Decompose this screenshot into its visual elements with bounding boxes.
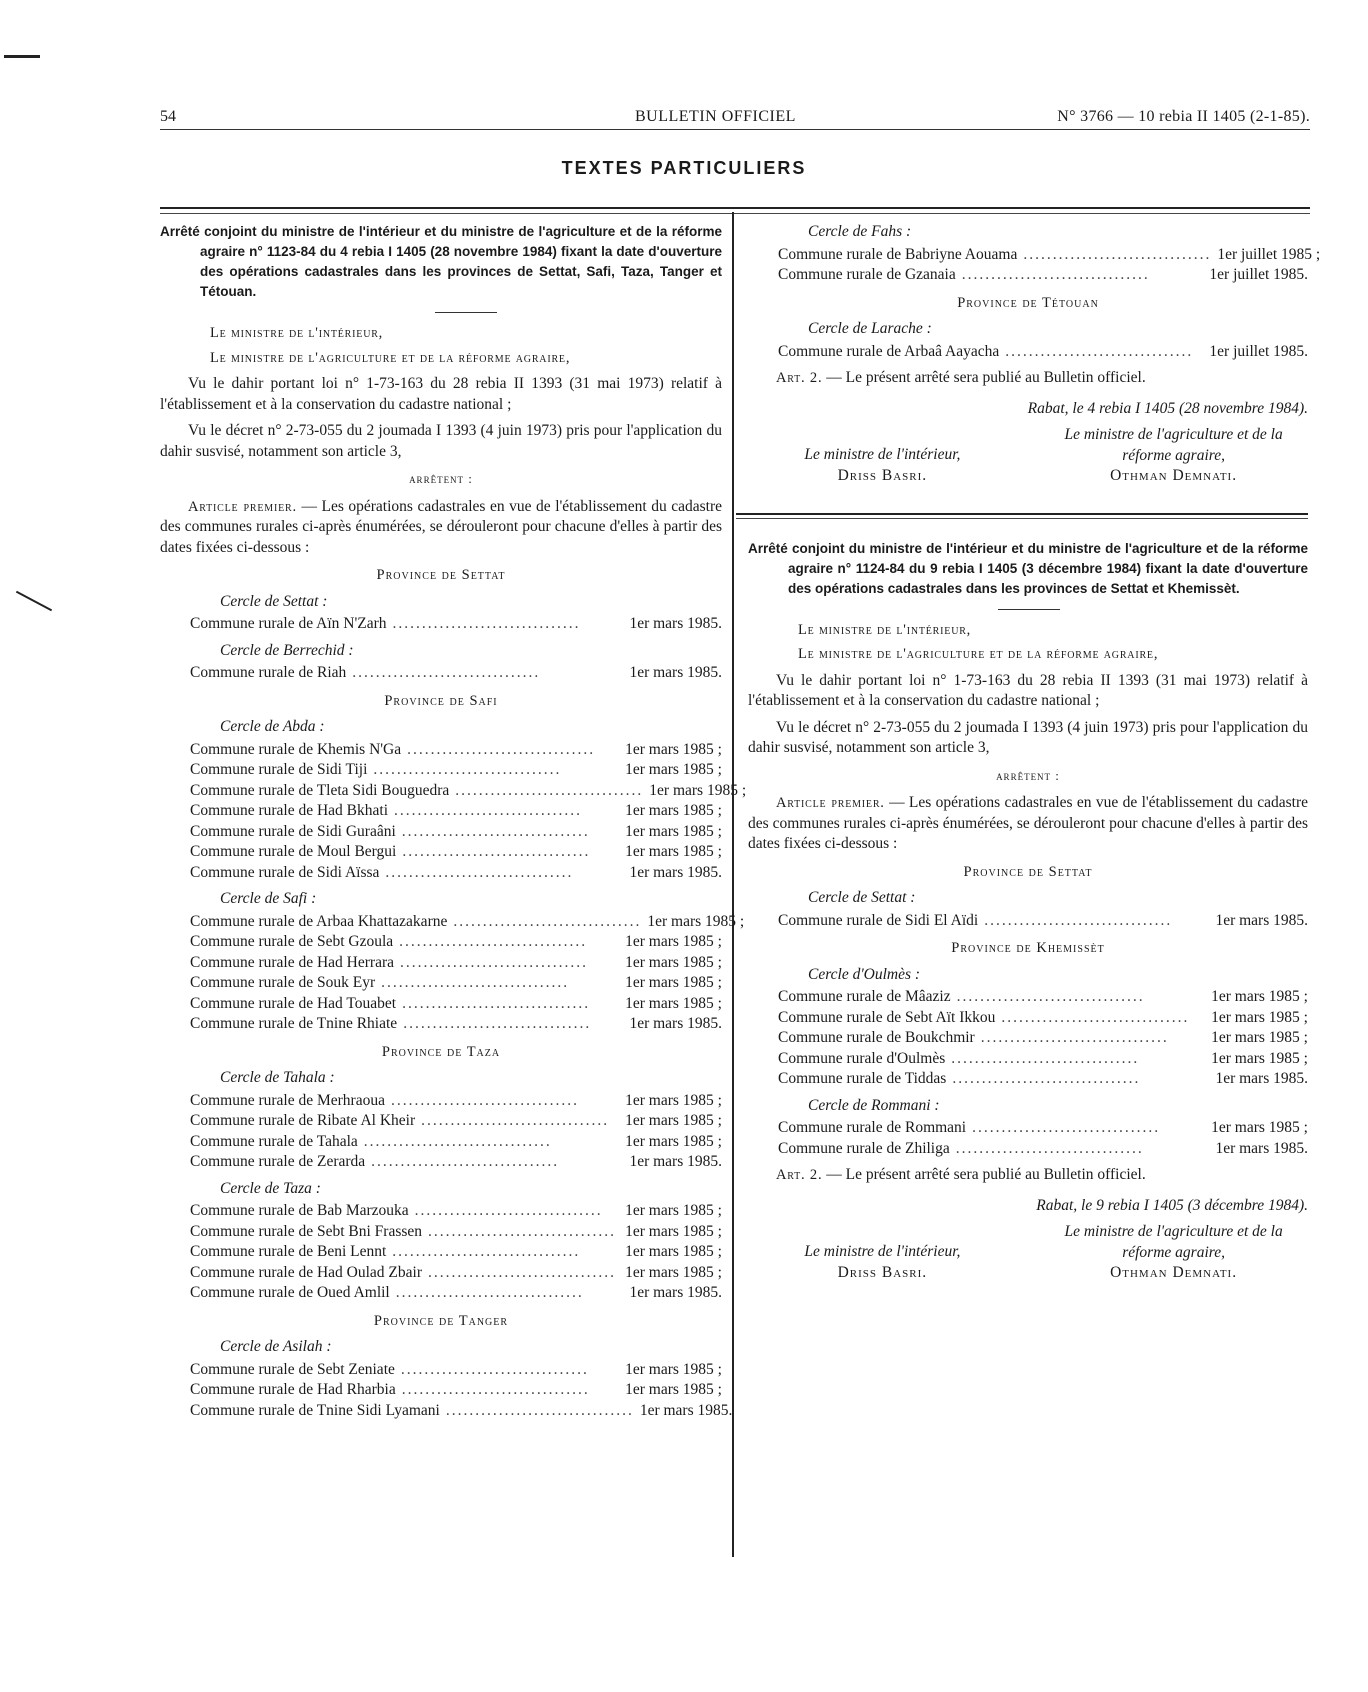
signature-block: Le ministre de l'intérieur, Le ministre de l'agriculture et de la réforme agraire, bbox=[804, 426, 1283, 464]
column-divider bbox=[732, 212, 734, 1557]
article-2: Art. 2. — Le présent arrêté sera publié au Bulletin officiel. bbox=[776, 369, 1146, 386]
signature-date: Rabat, le 4 rebia I 1405 (28 novembre 1984). bbox=[1027, 399, 1308, 417]
cercle-heading: Cercle de Taza : bbox=[220, 1179, 321, 1197]
article-1: Article premier. — Les opérations cadastrales en vue de l'établissement du cadastre des communes rurales ci-après énumérées, se dérouleront pour chacune d'elles à partir des dates fixées ci-dessous : bbox=[160, 497, 722, 556]
list-item: Commune rurale d'Oulmès ................................ 1er mars 1985 ; bbox=[778, 1049, 1308, 1067]
page-number: 54 bbox=[160, 108, 176, 125]
list-item: Commune rurale de Moul Bergui ................................ 1er mars 1985 ; bbox=[190, 843, 722, 860]
list-item: Commune rurale de Had Touabet ................................ 1er mars 1985 ; bbox=[190, 994, 722, 1012]
province-heading: Province de Khemissèt bbox=[951, 940, 1105, 956]
cercle-heading: Cercle de Settat : bbox=[220, 592, 328, 610]
list-item: Commune rurale de Tiddas ................................ 1er mars 1985. bbox=[778, 1070, 1308, 1087]
vu-paragraph: Vu le dahir portant loi n° 1-73-163 du 28 rebia II 1393 (31 mai 1973) relatif à l'établissement et à la conservation du cadastre national ; bbox=[160, 375, 722, 413]
minister-line: Le ministre de l'intérieur, bbox=[210, 325, 384, 341]
list-item: Commune rurale de Boukchmir ................................ 1er mars 1985 ; bbox=[778, 1029, 1308, 1046]
list-item: Commune rurale de Khemis N'Ga ................................ 1er mars 1985 ; bbox=[190, 740, 722, 758]
list-item: Commune rurale de Tleta Sidi Bouguedra ................................ 1er mars 1985 ; bbox=[190, 781, 747, 799]
left-column bbox=[160, 222, 747, 1421]
list-item: Commune rurale de Beni Lennt ................................ 1er mars 1985 ; bbox=[190, 1243, 722, 1260]
cercle-heading: Cercle de Tahala : bbox=[220, 1069, 335, 1086]
minister-line: Le ministre de l'agriculture et de la réforme agraire, bbox=[798, 646, 1159, 662]
article-1: Article premier. — Les opérations cadastrales en vue de l'établissement du cadastre des communes rurales ci-après énumérées, se dérouleront pour chacune d'elles à partir des dates fixées ci-dessous : bbox=[748, 794, 1308, 852]
signature-block: Le ministre de l'intérieur, Le ministre de l'agriculture et de la réforme agraire, bbox=[804, 1223, 1283, 1261]
vu-paragraph: Vu le décret n° 2-73-055 du 2 joumada I 1393 (4 juin 1973) pris pour l'application du dahir susvisé, notamment son article 3, bbox=[748, 718, 1308, 756]
signatory-names: Driss Basri. Othman Demnati. bbox=[837, 467, 1238, 484]
list-item: Commune rurale de Ribate Al Kheir ................................ 1er mars 1985 ; bbox=[190, 1112, 722, 1129]
commune-list bbox=[778, 342, 1308, 363]
list-item: Commune rurale de Sebt Zeniate ................................ 1er mars 1985 ; bbox=[190, 1360, 722, 1378]
list-item: Commune rurale de Arbaâ Aayacha ................................ 1er juillet 1985. bbox=[778, 342, 1308, 360]
list-item: Commune rurale de Zerarda ................................ 1er mars 1985. bbox=[190, 1153, 722, 1170]
cercle-heading: Cercle de Larache : bbox=[808, 320, 932, 337]
vu-paragraph: Vu le dahir portant loi n° 1-73-163 du 28 rebia II 1393 (31 mai 1973) relatif à l'établissement et à la conservation du cadastre national ; bbox=[748, 671, 1308, 709]
cercle-heading: Cercle d'Oulmès : bbox=[808, 965, 921, 983]
cercle-heading: Cercle de Berrechid : bbox=[220, 641, 354, 659]
list-item: Commune rurale de Souk Eyr ................................ 1er mars 1985 ; bbox=[190, 974, 722, 991]
list-item: Commune rurale de Had Rharbia ................................ 1er mars 1985 ; bbox=[190, 1381, 722, 1398]
commune-list bbox=[190, 614, 722, 635]
province-heading: Province de Taza bbox=[381, 1043, 501, 1060]
arretent-label: arrêtent : bbox=[409, 471, 473, 486]
province-heading: Province de Tétouan bbox=[957, 294, 1099, 311]
minister-line: Le ministre de l'intérieur, bbox=[798, 621, 972, 638]
signature-date: Rabat, le 9 rebia I 1405 (3 décembre 1984). bbox=[1036, 1196, 1308, 1214]
section-rule bbox=[160, 207, 1310, 214]
commune-list bbox=[778, 1118, 1308, 1159]
list-item: Commune rurale de Had Herrara ................................ 1er mars 1985 ; bbox=[190, 953, 722, 971]
cercle-heading: Cercle de Abda : bbox=[220, 718, 325, 735]
list-item: Commune rurale de Tnine Rhiate ................................ 1er mars 1985. bbox=[190, 1015, 722, 1032]
list-item: Commune rurale de Sebt Gzoula ................................ 1er mars 1985 ; bbox=[190, 933, 722, 950]
list-item: Commune rurale de Bab Marzouka ................................ 1er mars 1985 ; bbox=[190, 1202, 722, 1219]
list-item: Commune rurale de Mâaziz ................................ 1er mars 1985 ; bbox=[778, 988, 1308, 1005]
cercle-heading: Cercle de Asilah : bbox=[220, 1338, 332, 1355]
province-heading: Province de Settat bbox=[376, 567, 506, 583]
list-item: Commune rurale de Sidi Aïssa ................................ 1er mars 1985. bbox=[190, 863, 722, 881]
province-heading: Province de Settat bbox=[963, 863, 1093, 880]
scan-mark bbox=[4, 55, 40, 58]
cercle-heading: Cercle de Settat : bbox=[808, 889, 916, 906]
list-item: Commune rurale de Merhraoua ................................ 1er mars 1985 ; bbox=[190, 1091, 722, 1109]
scan-mark bbox=[16, 591, 52, 612]
header-rule bbox=[160, 129, 1310, 130]
province-heading: Province de Tanger bbox=[373, 1312, 509, 1329]
commune-list bbox=[190, 912, 745, 1035]
commune-list bbox=[190, 1360, 733, 1422]
divider bbox=[435, 312, 497, 313]
commune-list bbox=[190, 663, 722, 684]
list-item: Commune rurale de Arbaa Khattazakarne ................................ 1er mars 1985 ; bbox=[190, 912, 745, 930]
list-item: Commune rurale de Babriyne Aouama ................................ 1er juillet 1985 ; bbox=[778, 245, 1321, 263]
article-2: Art. 2. — Le présent arrêté sera publié au Bulletin officiel. bbox=[776, 1166, 1146, 1183]
list-item: Commune rurale de Tahala ................................ 1er mars 1985 ; bbox=[190, 1132, 722, 1150]
commune-list bbox=[778, 245, 1321, 286]
right-column bbox=[748, 222, 1321, 1284]
list-item: Commune rurale de Rommani ................................ 1er mars 1985 ; bbox=[778, 1119, 1308, 1136]
list-item: Commune rurale de Had Bkhati ................................ 1er mars 1985 ; bbox=[190, 802, 722, 819]
decree-heading: Arrêté conjoint du ministre de l'intérieur et du ministre de l'agriculture et de la réforme agraire n° 1124-84 du 9 rebia I 1405 (3 décembre 1984) fixant la date d'ouverture des opérations cadastrales dans les provinces de Settat et Khemissèt. bbox=[748, 540, 1308, 596]
bulletin-title: BULLETIN OFFICIEL bbox=[635, 108, 796, 125]
list-item: Commune rurale de Oued Amlil ................................ 1er mars 1985. bbox=[190, 1284, 722, 1301]
minister-line: Le ministre de l'agriculture et de la réforme agraire, bbox=[210, 349, 571, 366]
commune-list bbox=[190, 1091, 722, 1173]
commune-list bbox=[190, 1201, 722, 1304]
cercle-heading: Cercle de Fahs : bbox=[808, 223, 912, 240]
list-item: Commune rurale de Tnine Sidi Lyamani ................................ 1er mars 1985. bbox=[190, 1401, 733, 1419]
commune-list bbox=[778, 987, 1308, 1090]
decree-heading: Arrêté conjoint du ministre de l'intérieur et du ministre de l'agriculture et de la réforme agraire n° 1123-84 du 4 rebia I 1405 (28 novembre 1984) fixant la date d'ouverture des opérations cadastrales dans les provinces de Settat, Safi, Taza, Tanger et Tétouan. bbox=[160, 224, 722, 299]
list-item: Commune rurale de Riah ................................ 1er mars 1985. bbox=[190, 664, 722, 681]
cercle-heading: Cercle de Safi : bbox=[220, 890, 317, 907]
province-heading: Province de Safi bbox=[384, 692, 498, 709]
decree-separator bbox=[736, 513, 1308, 519]
divider bbox=[998, 609, 1060, 610]
list-item: Commune rurale de Zhiliga ................................ 1er mars 1985. bbox=[778, 1139, 1308, 1157]
list-item: Commune rurale de Sidi Guraâni ................................ 1er mars 1985 ; bbox=[190, 822, 722, 840]
list-item: Commune rurale de Sidi El Aïdi ................................ 1er mars 1985. bbox=[778, 911, 1308, 929]
list-item: Commune rurale de Sidi Tiji ................................ 1er mars 1985 ; bbox=[190, 761, 722, 778]
cercle-heading: Cercle de Rommani : bbox=[808, 1096, 940, 1114]
issue-info: N° 3766 — 10 rebia II 1405 (2-1-85). bbox=[1057, 108, 1310, 125]
page-header bbox=[160, 108, 1310, 130]
arretent-label: arrêtent : bbox=[996, 767, 1060, 783]
list-item: Commune rurale de Had Oulad Zbair ................................ 1er mars 1985 ; bbox=[190, 1263, 722, 1281]
list-item: Commune rurale de Sebt Aït Ikkou ................................ 1er mars 1985 ; bbox=[778, 1008, 1308, 1026]
commune-list bbox=[778, 911, 1308, 932]
list-item: Commune rurale de Aïn N'Zarh ................................ 1er mars 1985. bbox=[190, 615, 722, 632]
list-item: Commune rurale de Gzanaia ................................ 1er juillet 1985. bbox=[778, 266, 1308, 283]
list-item: Commune rurale de Sebt Bni Frassen ................................ 1er mars 1985 ; bbox=[190, 1222, 722, 1240]
commune-list bbox=[190, 740, 747, 884]
vu-paragraph: Vu le décret n° 2-73-055 du 2 joumada I 1393 (4 juin 1973) pris pour l'application du dahir susvisé, notamment son article 3, bbox=[160, 422, 722, 460]
section-title: TEXTES PARTICULIERS bbox=[561, 158, 807, 178]
signatory-names: Driss Basri. Othman Demnati. bbox=[837, 1264, 1238, 1281]
